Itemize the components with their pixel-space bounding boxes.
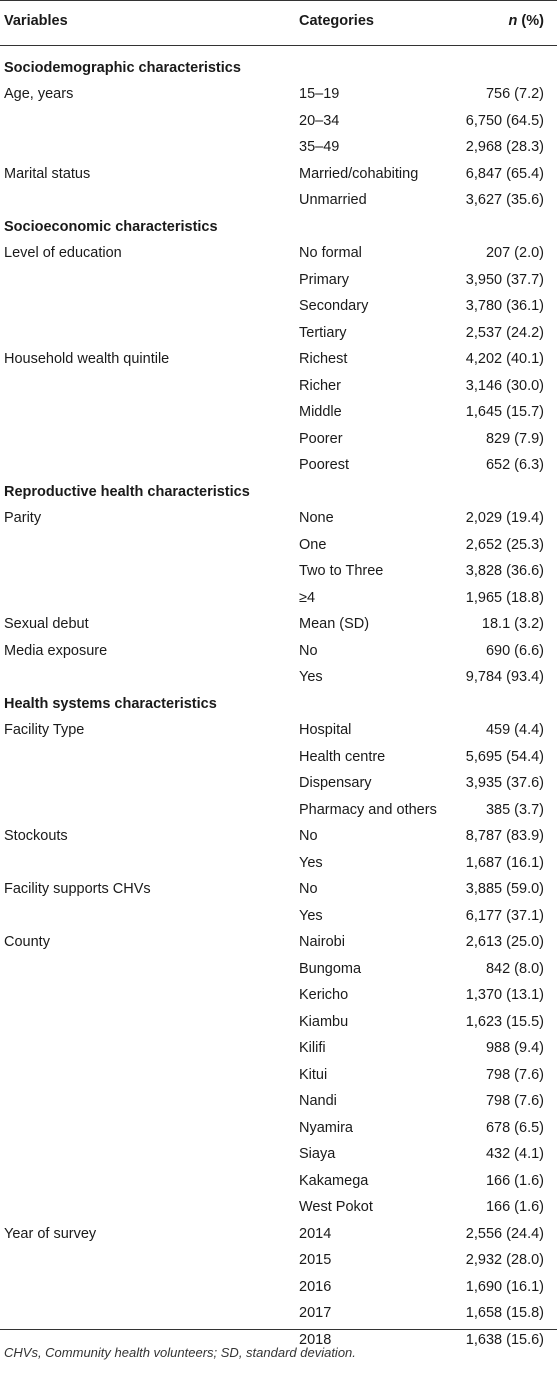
table-row bbox=[0, 1300, 557, 1327]
n-percent-cell: 432 (4.1) bbox=[485, 1146, 544, 1162]
category-cell: 20–34 bbox=[299, 112, 340, 129]
n-percent-cell: 459 (4.4) bbox=[485, 722, 544, 738]
table-row bbox=[0, 982, 557, 1009]
category-cell: Kilifi bbox=[299, 1040, 326, 1056]
category-cell: Mean (SD) bbox=[299, 616, 370, 632]
table-row bbox=[0, 1247, 557, 1274]
header-rule bbox=[0, 45, 557, 46]
table-row bbox=[0, 1115, 557, 1142]
variable-cell: Sexual debut bbox=[4, 616, 89, 632]
n-percent-cell: 842 (8.0) bbox=[485, 960, 544, 977]
category-cell: Nyamira bbox=[299, 1119, 353, 1136]
n-percent-cell: 3,828 (36.6) bbox=[465, 563, 544, 579]
category-cell: Secondary bbox=[299, 298, 369, 314]
n-percent-cell: 6,847 (65.4) bbox=[465, 165, 544, 182]
variable-cell: Marital status bbox=[4, 165, 91, 182]
table-row bbox=[0, 585, 557, 612]
variable-cell: Facility supports CHVs bbox=[4, 881, 151, 897]
top-rule bbox=[0, 0, 557, 1]
category-cell: Primary bbox=[299, 271, 349, 288]
n-percent-cell: 166 (1.6) bbox=[485, 1199, 544, 1215]
table-row bbox=[0, 823, 557, 850]
header-n: n bbox=[508, 13, 518, 29]
table-row bbox=[0, 426, 557, 453]
variable-cell: Age, years bbox=[4, 86, 74, 102]
table-row bbox=[0, 876, 557, 903]
table-row bbox=[0, 346, 557, 373]
n-percent-cell: 385 (3.7) bbox=[485, 801, 544, 818]
n-percent-cell: 1,623 (15.5) bbox=[465, 1013, 544, 1030]
n-percent-cell: 1,965 (18.8) bbox=[465, 589, 544, 606]
table-row bbox=[0, 1168, 557, 1195]
category-cell: No formal bbox=[299, 245, 362, 261]
table-row bbox=[0, 903, 557, 930]
category-cell: West Pokot bbox=[299, 1199, 373, 1215]
category-cell: Two to Three bbox=[299, 563, 384, 579]
table-row bbox=[0, 81, 557, 108]
table-row bbox=[0, 505, 557, 532]
table-row bbox=[0, 373, 557, 400]
n-percent-cell: 2,537 (24.2) bbox=[465, 324, 544, 341]
section-row bbox=[0, 55, 557, 82]
variable-cell: Level of education bbox=[4, 245, 122, 261]
table-row bbox=[0, 187, 557, 214]
table-row bbox=[0, 744, 557, 771]
n-percent-cell: 8,787 (83.9) bbox=[465, 828, 544, 844]
n-percent-cell: 798 (7.6) bbox=[485, 1093, 544, 1109]
n-percent-cell: 3,146 (30.0) bbox=[465, 377, 544, 394]
category-cell: Yes bbox=[299, 907, 323, 924]
category-cell: Pharmacy and others bbox=[299, 801, 437, 818]
n-percent-cell: 1,690 (16.1) bbox=[465, 1278, 544, 1295]
table-row bbox=[0, 134, 557, 161]
category-cell: Kiambu bbox=[299, 1013, 349, 1030]
header-pct: (%) bbox=[517, 13, 544, 29]
category-cell: Yes bbox=[299, 669, 323, 685]
category-cell: Nandi bbox=[299, 1093, 337, 1109]
category-cell: Kakamega bbox=[299, 1172, 369, 1189]
category-cell: Tertiary bbox=[299, 324, 347, 341]
table-row bbox=[0, 320, 557, 347]
n-percent-cell: 798 (7.6) bbox=[485, 1066, 544, 1083]
n-percent-cell: 690 (6.6) bbox=[485, 642, 544, 659]
category-cell: Poorest bbox=[299, 457, 349, 473]
n-percent-cell: 9,784 (93.4) bbox=[465, 669, 544, 685]
category-cell: Bungoma bbox=[299, 960, 362, 977]
table-row bbox=[0, 1035, 557, 1062]
category-cell: Dispensary bbox=[299, 775, 372, 791]
n-percent-cell: 6,750 (64.5) bbox=[465, 112, 544, 129]
section-row bbox=[0, 691, 557, 718]
table-row bbox=[0, 399, 557, 426]
category-cell: 2018 bbox=[299, 1331, 332, 1348]
category-cell: None bbox=[299, 510, 334, 526]
n-percent-cell: 207 (2.0) bbox=[485, 245, 544, 261]
n-percent-cell: 2,968 (28.3) bbox=[465, 139, 544, 155]
n-percent-cell: 2,652 (25.3) bbox=[465, 536, 544, 553]
bottom-rule bbox=[0, 1329, 557, 1330]
header-variables: Variables bbox=[4, 13, 68, 29]
section-heading: Reproductive health characteristics bbox=[4, 483, 250, 500]
n-percent-cell: 2,029 (19.4) bbox=[465, 510, 544, 526]
n-percent-cell: 2,932 (28.0) bbox=[465, 1252, 544, 1268]
section-heading: Health systems characteristics bbox=[4, 695, 217, 712]
table-row bbox=[0, 240, 557, 267]
table-row bbox=[0, 161, 557, 188]
table-row bbox=[0, 558, 557, 585]
category-cell: 35–49 bbox=[299, 139, 340, 155]
table-row bbox=[0, 1194, 557, 1221]
category-cell: 2015 bbox=[299, 1252, 332, 1268]
header-categories: Categories bbox=[299, 13, 374, 29]
category-cell: Poorer bbox=[299, 430, 343, 447]
n-percent-cell: 5,695 (54.4) bbox=[465, 748, 544, 765]
variable-cell: Household wealth quintile bbox=[4, 351, 170, 367]
variable-cell: Facility Type bbox=[4, 722, 85, 738]
n-percent-cell: 18.1 (3.2) bbox=[481, 616, 544, 632]
n-percent-cell: 1,645 (15.7) bbox=[465, 404, 544, 420]
table-row bbox=[0, 452, 557, 479]
category-cell: No bbox=[299, 642, 318, 659]
table-row bbox=[0, 929, 557, 956]
table-row bbox=[0, 293, 557, 320]
category-cell: Siaya bbox=[299, 1146, 336, 1162]
category-cell: Richest bbox=[299, 351, 348, 367]
category-cell: ≥4 bbox=[299, 589, 316, 606]
header-n-percent bbox=[509, 8, 544, 34]
n-percent-cell: 1,658 (15.8) bbox=[465, 1305, 544, 1321]
category-cell: No bbox=[299, 828, 318, 844]
table-row bbox=[0, 770, 557, 797]
table-row bbox=[0, 108, 557, 135]
table-row bbox=[0, 850, 557, 877]
section-row bbox=[0, 479, 557, 506]
table-row bbox=[0, 267, 557, 294]
variable-cell: County bbox=[4, 934, 50, 950]
n-percent-cell: 1,370 (13.1) bbox=[465, 987, 544, 1003]
n-percent-cell: 3,935 (37.6) bbox=[465, 775, 544, 791]
section-row bbox=[0, 214, 557, 241]
table-footnote: CHVs, Community health volunteers; SD, standard deviation. bbox=[4, 1345, 356, 1360]
variable-cell: Parity bbox=[4, 510, 42, 526]
category-cell: 15–19 bbox=[299, 86, 340, 102]
table-row bbox=[0, 638, 557, 665]
variable-cell: Media exposure bbox=[4, 642, 108, 659]
n-percent-cell: 166 (1.6) bbox=[485, 1172, 544, 1189]
category-cell: No bbox=[299, 881, 318, 897]
table-row bbox=[0, 664, 557, 691]
category-cell: 2016 bbox=[299, 1278, 332, 1295]
n-percent-cell: 1,638 (15.6) bbox=[465, 1331, 544, 1348]
n-percent-cell: 3,885 (59.0) bbox=[465, 881, 544, 897]
n-percent-cell: 988 (9.4) bbox=[485, 1040, 544, 1056]
n-percent-cell: 756 (7.2) bbox=[485, 86, 544, 102]
n-percent-cell: 2,556 (24.4) bbox=[465, 1225, 544, 1242]
category-cell: Nairobi bbox=[299, 934, 345, 950]
table-row bbox=[0, 532, 557, 559]
table-row bbox=[0, 1062, 557, 1089]
n-percent-cell: 829 (7.9) bbox=[485, 430, 544, 447]
section-heading: Sociodemographic characteristics bbox=[4, 59, 241, 76]
variable-cell: Stockouts bbox=[4, 828, 68, 844]
table-row bbox=[0, 1088, 557, 1115]
table-row bbox=[0, 1141, 557, 1168]
category-cell: 2014 bbox=[299, 1225, 332, 1242]
category-cell: Unmarried bbox=[299, 192, 367, 208]
n-percent-cell: 3,627 (35.6) bbox=[465, 192, 544, 208]
n-percent-cell: 678 (6.5) bbox=[485, 1119, 544, 1136]
table-row bbox=[0, 1221, 557, 1248]
category-cell: One bbox=[299, 536, 327, 553]
category-cell: 2017 bbox=[299, 1305, 332, 1321]
table-row bbox=[0, 611, 557, 638]
category-cell: Yes bbox=[299, 854, 323, 871]
n-percent-cell: 2,613 (25.0) bbox=[465, 934, 544, 950]
table-row bbox=[0, 717, 557, 744]
table-row bbox=[0, 956, 557, 983]
category-cell: Hospital bbox=[299, 722, 352, 738]
n-percent-cell: 652 (6.3) bbox=[485, 457, 544, 473]
n-percent-cell: 3,950 (37.7) bbox=[465, 271, 544, 288]
category-cell: Kitui bbox=[299, 1066, 328, 1083]
n-percent-cell: 6,177 (37.1) bbox=[465, 907, 544, 924]
table-row bbox=[0, 1009, 557, 1036]
category-cell: Middle bbox=[299, 404, 342, 420]
table-header bbox=[0, 8, 557, 35]
n-percent-cell: 3,780 (36.1) bbox=[465, 298, 544, 314]
n-percent-cell: 4,202 (40.1) bbox=[465, 351, 544, 367]
category-cell: Kericho bbox=[299, 987, 349, 1003]
section-heading: Socioeconomic characteristics bbox=[4, 218, 218, 235]
category-cell: Health centre bbox=[299, 748, 386, 765]
variable-cell: Year of survey bbox=[4, 1225, 97, 1242]
table-row bbox=[0, 797, 557, 824]
category-cell: Married/cohabiting bbox=[299, 165, 419, 182]
n-percent-cell: 1,687 (16.1) bbox=[465, 854, 544, 871]
table-row bbox=[0, 1274, 557, 1301]
category-cell: Richer bbox=[299, 377, 341, 394]
